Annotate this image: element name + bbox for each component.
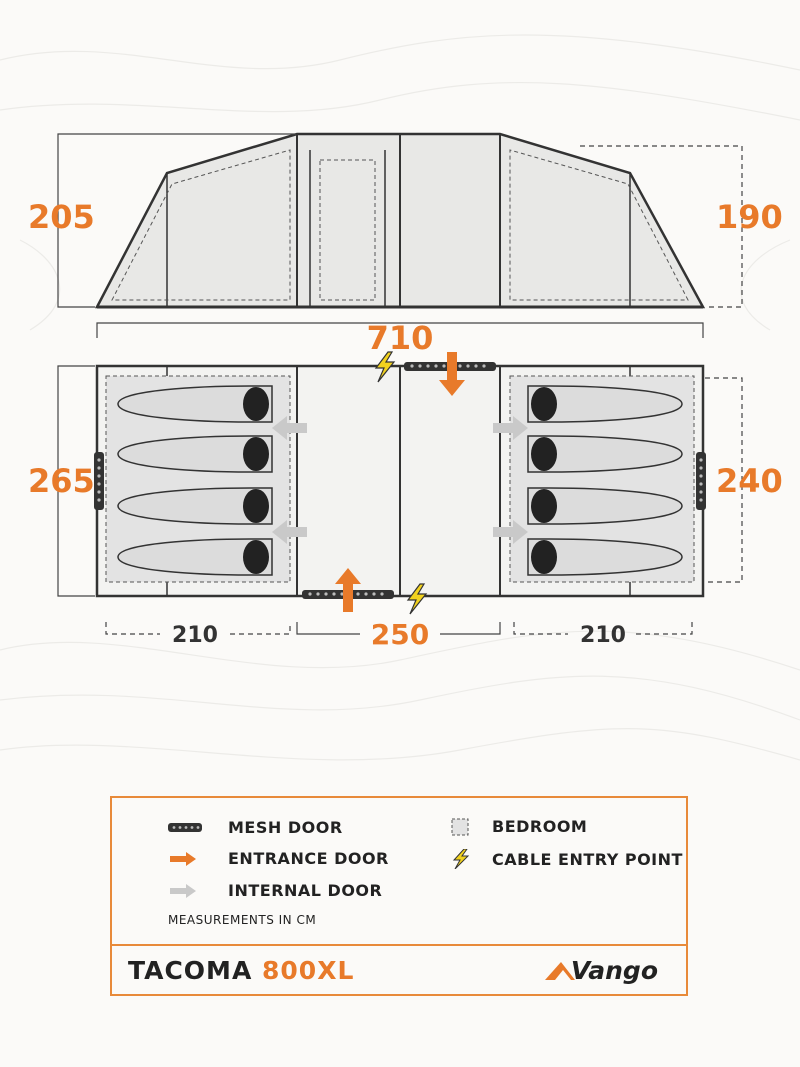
bedroom-left-label: 210 [172, 623, 218, 648]
cable-entry-label: CABLE ENTRY POINT [492, 849, 683, 869]
grey-arrow-icon [168, 882, 214, 900]
brand-name: Vango [570, 956, 658, 985]
legend-bedroom [448, 817, 587, 836]
model-name [128, 956, 354, 985]
height-left-label: 205 [28, 198, 95, 236]
bedroom-label: BEDROOM [492, 817, 588, 836]
orange-arrow-icon [168, 850, 214, 868]
side-elevation [97, 134, 703, 307]
width-right-label: 240 [716, 462, 783, 500]
legend-internal-door [168, 881, 382, 900]
legend-mesh-door [168, 818, 343, 837]
model-name-main: TACOMA [128, 956, 253, 985]
brand-logo [545, 956, 658, 985]
measurements-note: MEASUREMENTS IN CM [168, 913, 317, 927]
living-label: 250 [370, 618, 430, 651]
mesh-door-label: MESH DOOR [228, 818, 343, 837]
width-left-label: 265 [28, 462, 95, 500]
legend-divider [112, 944, 686, 946]
bedroom-right-label: 210 [580, 623, 626, 648]
lightning-bolt-icon [448, 849, 478, 869]
model-name-variant: 800XL [262, 956, 355, 985]
height-right-label: 190 [716, 198, 783, 236]
legend-box [110, 796, 688, 996]
legend-entrance-door [168, 849, 389, 868]
total-length-label: 710 [366, 319, 434, 357]
entrance-door-label: ENTRANCE DOOR [228, 849, 389, 868]
legend-cable-entry [448, 849, 683, 869]
mesh-door-icon [168, 819, 214, 837]
bedroom-square-icon [448, 818, 478, 836]
internal-door-label: INTERNAL DOOR [228, 881, 383, 900]
